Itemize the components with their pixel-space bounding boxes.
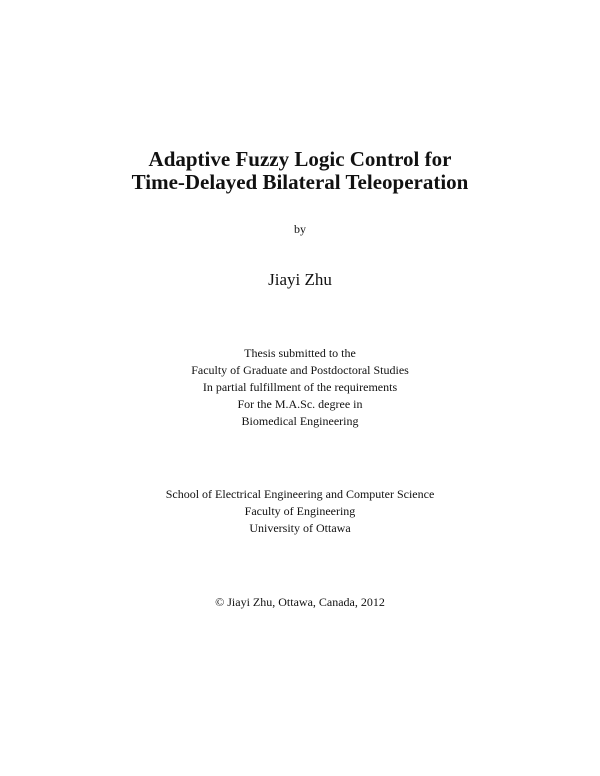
copyright-notice: © Jiayi Zhu, Ottawa, Canada, 2012 xyxy=(215,595,385,609)
thesis-statement-line: In partial fulfillment of the requirements xyxy=(202,380,398,394)
by-label: by xyxy=(294,222,306,236)
thesis-title-line-1: Adaptive Fuzzy Logic Control for xyxy=(148,147,452,171)
thesis-statement-line: For the M.A.Sc. degree in xyxy=(237,397,363,411)
thesis-statement-line: Faculty of Graduate and Postdoctoral Studies xyxy=(191,363,409,377)
institution-line: School of Electrical Engineering and Computer Science xyxy=(165,487,435,501)
thesis-title-line-2: Time-Delayed Bilateral Teleoperation xyxy=(131,170,469,194)
thesis-statement xyxy=(0,345,600,430)
institution-line: Faculty of Engineering xyxy=(244,504,356,518)
institution-line: University of Ottawa xyxy=(249,521,351,535)
thesis-statement-line: Thesis submitted to the xyxy=(244,346,356,360)
thesis-title xyxy=(0,148,600,194)
institution-block xyxy=(0,486,600,537)
thesis-statement-line: Biomedical Engineering xyxy=(241,414,359,428)
author-name: Jiayi Zhu xyxy=(268,270,332,289)
